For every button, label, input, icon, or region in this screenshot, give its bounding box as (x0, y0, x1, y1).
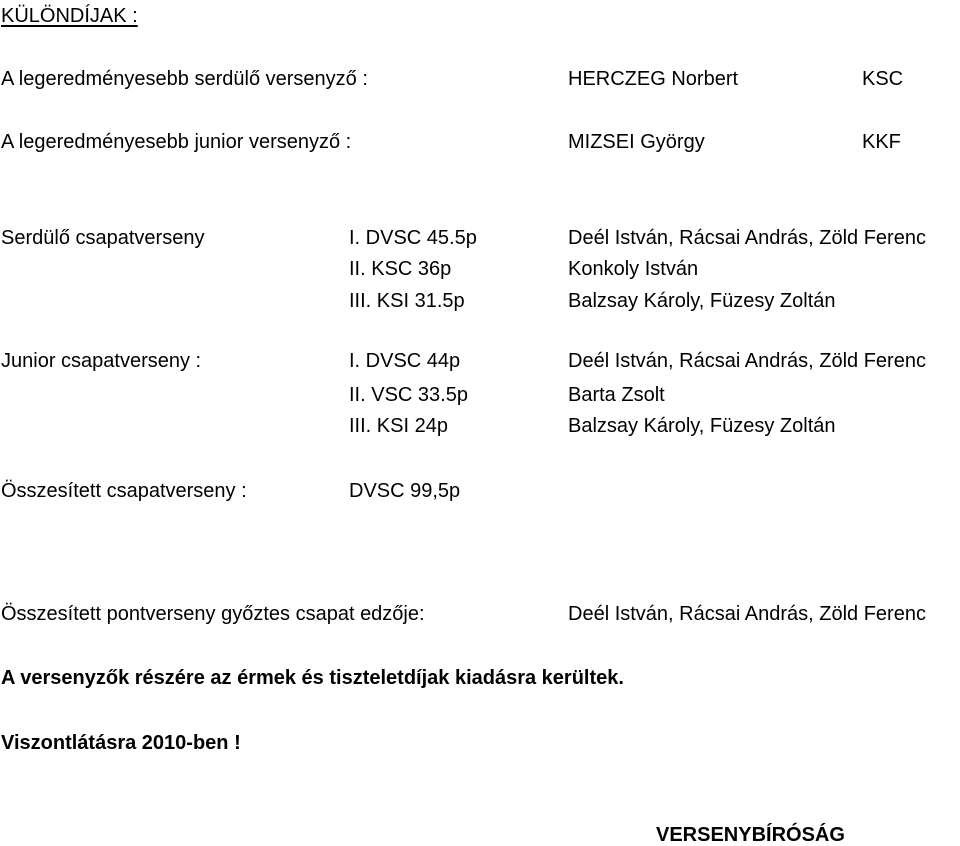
award-serdulo-club: KSC (862, 68, 904, 90)
award-junior-name: MIZSEI György (568, 131, 705, 153)
junior-place-2: II. VSC 33.5p (349, 384, 468, 406)
junior-coaches-2: Barta Zsolt (568, 384, 665, 406)
overall-coach-value: Deél István, Rácsai András, Zöld Ferenc (568, 603, 926, 625)
serdulo-coaches-2: Konkoly István (568, 258, 699, 280)
junior-coaches-1: Deél István, Rácsai András, Zöld Ferenc (568, 350, 926, 372)
overall-coach-label: Összesített pontverseny győztes csapat edzője: (1, 603, 425, 625)
award-junior-label: A legeredményesebb junior versenyző : (1, 131, 352, 153)
award-junior-club: KKF (862, 131, 901, 153)
junior-place-1: I. DVSC 44p (349, 350, 461, 372)
award-serdulo-name: HERCZEG Norbert (568, 68, 739, 90)
serdulo-place-2: II. KSC 36p (349, 258, 452, 280)
serdulo-place-1: I. DVSC 45.5p (349, 227, 477, 249)
signature: VERSENYBÍRÓSÁG (656, 824, 845, 846)
serdulo-place-3: III. KSI 31.5p (349, 290, 465, 312)
overall-team-value: DVSC 99,5p (349, 480, 461, 502)
serdulo-label: Serdülő csapatverseny (1, 227, 205, 249)
serdulo-coaches-3: Balzsay Károly, Füzesy Zoltán (568, 290, 836, 312)
medals-note: A versenyzők részére az érmek és tiszteletdíjak kiadásra kerültek. (1, 667, 624, 689)
award-serdulo-label: A legeredményesebb serdülő versenyző : (1, 68, 368, 90)
junior-coaches-3: Balzsay Károly, Füzesy Zoltán (568, 415, 836, 437)
junior-label: Junior csapatverseny : (1, 350, 202, 372)
farewell: Viszontlátásra 2010-ben ! (1, 732, 241, 754)
heading: KÜLÖNDÍJAK : (1, 5, 138, 27)
junior-place-3: III. KSI 24p (349, 415, 448, 437)
serdulo-coaches-1: Deél István, Rácsai András, Zöld Ferenc (568, 227, 926, 249)
overall-team-label: Összesített csapatverseny : (1, 480, 247, 502)
